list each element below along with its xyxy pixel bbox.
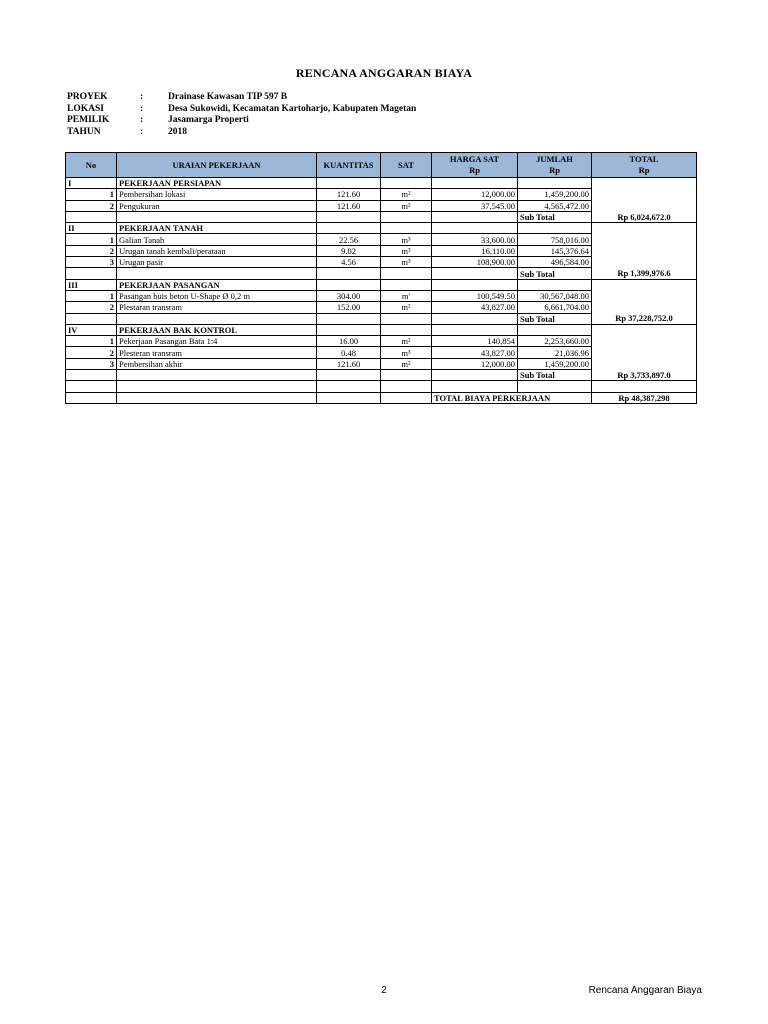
item-unit: m² [381,200,432,211]
cell-empty [317,223,381,234]
cell-empty [317,268,381,279]
item-number: 2 [66,347,117,358]
cell-empty [317,370,381,381]
cell-empty [432,279,518,290]
info-colon: : [140,126,144,137]
section-number: II [66,223,117,234]
item-unit-price: 108,900.00 [432,257,518,268]
cell-empty [381,392,432,403]
info-value: Desa Sukowidi, Kecamatan Kartoharjo, Kabupaten Magetan [168,103,417,114]
header-no: No [66,153,117,178]
cell-empty [432,381,518,392]
item-unit: m² [381,302,432,313]
item-number: 2 [66,200,117,211]
item-amount: 30,567,048.00 [518,290,592,301]
cell-empty [66,381,117,392]
item-unit: m³ [381,245,432,256]
section-row [66,279,697,290]
cell-empty [592,381,697,392]
subtotal-value: Rp 37,228,752.0 [592,313,697,324]
subtotal-value: Rp 6,024,672.0 [592,211,697,222]
subtotal-label: Sub Total [518,313,592,324]
info-label: PEMILIK [67,115,110,125]
subtotal-row [66,211,697,222]
total-cell [592,279,697,313]
total-cell [592,223,697,268]
subtotal-label: Sub Total [518,211,592,222]
item-quantity: 121.60 [317,358,381,369]
cell-empty [381,211,432,222]
item-amount: 4,565,472.00 [518,200,592,211]
info-value: Jasamarga Properti [168,115,249,125]
item-quantity: 9.02 [317,245,381,256]
cell-empty [432,268,518,279]
cell-empty [117,313,317,324]
item-number: 2 [66,302,117,313]
item-unit-price: 140,854 [432,336,518,347]
item-description: Plesteran transram [117,347,317,358]
item-description: Pekerjaan Pasangan Bata 1:4 [117,336,317,347]
item-amount: 21,036.96 [518,347,592,358]
item-unit-price: 100,549.50 [432,290,518,301]
header-total-unit: Rp [638,165,650,175]
cell-empty [117,268,317,279]
item-unit: m³ [381,234,432,245]
header-harga-sat [432,153,518,178]
grand-total-value: Rp 48,387,298 [592,392,697,403]
cell-empty [317,211,381,222]
item-quantity: 152.00 [317,302,381,313]
grand-total-label: TOTAL BIAYA PERKERJAAN [432,392,592,403]
cell-empty [432,223,518,234]
cell-empty [381,370,432,381]
cell-empty [518,324,592,335]
item-quantity: 121.60 [317,200,381,211]
item-unit: m³ [381,257,432,268]
item-amount: 496,584.00 [518,257,592,268]
item-unit-price: 12,000.00 [432,358,518,369]
item-unit-price: 43,827.00 [432,302,518,313]
header-total [592,153,697,178]
cell-empty [381,178,432,189]
subtotal-label: Sub Total [518,268,592,279]
section-row [66,223,697,234]
subtotal-label: Sub Total [518,370,592,381]
grand-total-row [66,392,697,403]
info-colon: : [140,103,144,114]
cell-empty [518,223,592,234]
cell-empty [432,178,518,189]
item-description: Pasangan buis beton U-Shape Ø 0,2 m [117,290,317,301]
section-name: PEKERJAAN PERSIAPAN [117,178,317,189]
cell-empty [381,313,432,324]
item-unit: m² [381,358,432,369]
section-name: PEKERJAAN BAK KONTROL [117,324,317,335]
subtotal-row [66,313,697,324]
cell-empty [117,370,317,381]
item-number: 1 [66,234,117,245]
info-colon: : [140,115,144,125]
cell-empty [381,324,432,335]
cell-empty [432,324,518,335]
item-quantity: 22.56 [317,234,381,245]
cell-empty [117,211,317,222]
cell-empty [432,313,518,324]
cell-empty [317,324,381,335]
cell-empty [518,178,592,189]
info-label: LOKASI [67,103,104,114]
header-harga-sat-unit: Rp [469,165,480,175]
section-name: PEKERJAAN TANAH [117,223,317,234]
header-jumlah [518,153,592,178]
subtotal-value: Rp 1,399,976.6 [592,268,697,279]
header-harga-sat-label: HARGA SAT [449,154,500,164]
cell-empty [66,392,117,403]
item-unit-price: 43,827.00 [432,347,518,358]
item-amount: 1,459,200.00 [518,358,592,369]
item-unit: m³ [381,347,432,358]
cell-empty [66,313,117,324]
item-number: 3 [66,257,117,268]
item-unit-price: 37,545.00 [432,200,518,211]
cell-empty [381,381,432,392]
item-unit: m² [381,336,432,347]
cell-empty [381,268,432,279]
section-row [66,324,697,335]
cell-empty [117,381,317,392]
info-label: TAHUN [67,126,101,137]
section-name: PEKERJAAN PASANGAN [117,279,317,290]
cell-empty [66,268,117,279]
subtotal-row [66,268,697,279]
item-amount: 145,376.64 [518,245,592,256]
page-number: 2 [381,985,387,996]
item-number: 1 [66,290,117,301]
item-amount: 758,016.00 [518,234,592,245]
item-unit-price: 12,000.00 [432,189,518,200]
cell-empty [317,313,381,324]
item-number: 1 [66,189,117,200]
cell-empty [66,211,117,222]
cell-empty [317,279,381,290]
item-quantity: 4.56 [317,257,381,268]
header-kuantitas: KUANTITAS [317,153,381,178]
cell-empty [317,392,381,403]
cell-empty [317,381,381,392]
info-colon: : [140,92,144,102]
item-unit-price: 16,110.00 [432,245,518,256]
total-cell [592,178,697,212]
cell-empty [317,178,381,189]
cell-empty [432,370,518,381]
item-description: Galian Tanah [117,234,317,245]
header-total-label: TOTAL [629,154,659,164]
item-description: Pembersihan akhir [117,358,317,369]
item-unit: m' [381,290,432,301]
item-amount: 1,459,200.00 [518,189,592,200]
item-number: 3 [66,358,117,369]
total-cell [592,324,697,369]
info-value: Drainase Kawasan TIP 597 B [168,92,288,102]
table-header [66,153,697,178]
item-number: 2 [66,245,117,256]
document-title: RENCANA ANGGARAN BIAYA [295,66,473,80]
item-description: Pembersihan lokasi [117,189,317,200]
blank-row [66,381,697,392]
cell-empty [66,370,117,381]
header-jumlah-label: JUMLAH [536,154,573,164]
section-number: III [66,279,117,290]
info-value: 2018 [168,126,187,137]
header-jumlah-unit: Rp [549,165,560,175]
item-description: Urugan tanah kembali/perataan [117,245,317,256]
item-description: Pengukuran [117,200,317,211]
section-number: I [66,178,117,189]
item-amount: 6,661,704.00 [518,302,592,313]
item-quantity: 121.60 [317,189,381,200]
item-unit-price: 33,600.00 [432,234,518,245]
item-number: 1 [66,336,117,347]
cell-empty [518,381,592,392]
item-amount: 2,253,660.00 [518,336,592,347]
cell-empty [381,279,432,290]
footer-doc-title: Rencana Anggaran Biaya [588,985,702,996]
item-quantity: 0.48 [317,347,381,358]
subtotal-row [66,370,697,381]
info-label: PROYEK [67,92,108,102]
cell-empty [117,392,317,403]
item-quantity: 304.00 [317,290,381,301]
item-description: Plestaran transram [117,302,317,313]
item-description: Urugan pasir [117,257,317,268]
item-quantity: 16.00 [317,336,381,347]
cost-table [65,152,697,404]
cell-empty [518,279,592,290]
section-row [66,178,697,189]
item-unit: m² [381,189,432,200]
header-sat: SAT [381,153,432,178]
cell-empty [381,223,432,234]
section-number: IV [66,324,117,335]
subtotal-value: Rp 3,733,897.0 [592,370,697,381]
header-uraian: URAIAN PEKERJAAN [117,153,317,178]
cell-empty [432,211,518,222]
